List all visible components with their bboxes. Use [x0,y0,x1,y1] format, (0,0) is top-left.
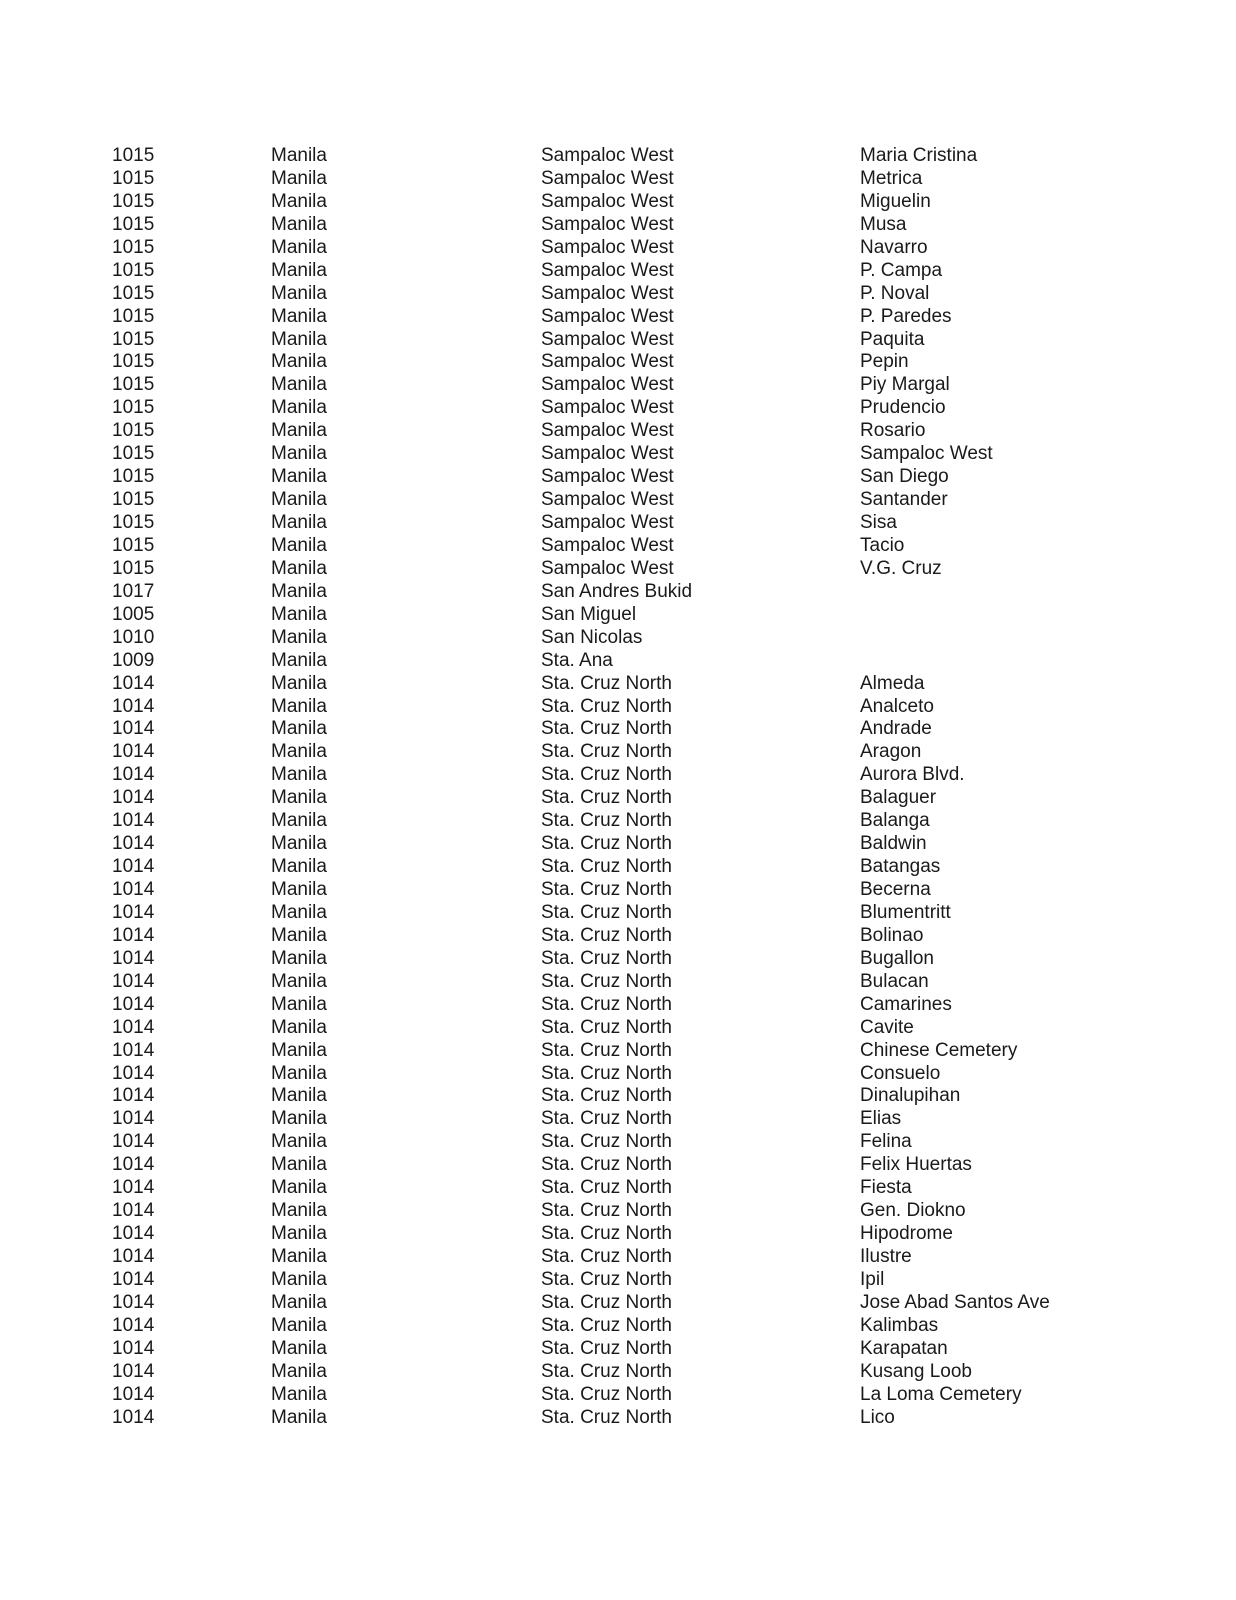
city-cell: Manila [271,695,327,717]
district-cell: Sampaloc West [541,443,674,465]
zip-code-cell: 1014 [112,1177,155,1199]
table-row [0,145,1236,168]
city-cell: Manila [271,420,327,442]
zip-code-cell: 1015 [112,305,155,327]
table-row [0,420,1236,443]
street-cell: Aragon [860,741,922,763]
district-cell: Sta. Cruz North [541,1085,672,1107]
table-row [0,810,1236,833]
table-row [0,902,1236,925]
city-cell: Manila [271,1131,327,1153]
city-cell: Manila [271,1246,327,1267]
zip-code-cell: 1014 [112,1062,155,1084]
district-cell: San Andres Bukid [541,580,693,602]
street-cell: Bulacan [860,970,929,992]
city-cell: Manila [271,1406,327,1428]
city-cell: Manila [271,374,327,396]
district-cell: Sampaloc West [541,145,674,166]
street-cell: Analceto [860,695,934,717]
zip-code-cell: 1014 [112,947,155,969]
zip-code-cell: 1014 [112,1337,155,1359]
zip-code-cell: 1014 [112,1246,155,1267]
district-cell: Sta. Cruz North [541,787,672,809]
street-cell: Musa [860,213,907,235]
zip-code-cell: 1014 [112,1131,155,1153]
district-cell: Sta. Cruz North [541,1108,672,1130]
street-cell: Cavite [860,1016,914,1038]
district-cell: Sta. Cruz North [541,1291,672,1313]
table-row [0,1177,1236,1200]
city-cell: Manila [271,1154,327,1176]
city-cell: Manila [271,1200,327,1222]
zip-code-cell: 1014 [112,833,155,855]
city-cell: Manila [271,1016,327,1038]
zip-code-table [0,145,1236,1430]
table-row [0,971,1236,994]
table-row [0,650,1236,673]
zip-code-cell: 1015 [112,259,155,281]
district-cell: Sta. Cruz North [541,1062,672,1084]
city-cell: Manila [271,1039,327,1061]
district-cell: Sta. Cruz North [541,810,672,832]
street-cell: Gen. Diokno [860,1200,966,1222]
city-cell: Manila [271,167,327,189]
district-cell: Sampaloc West [541,557,674,579]
zip-code-cell: 1015 [112,282,155,304]
district-cell: Sampaloc West [541,167,674,189]
city-cell: Manila [271,603,327,625]
street-cell: Bolinao [860,924,924,946]
zip-code-cell: 1015 [112,213,155,235]
table-row [0,1315,1236,1338]
zip-code-cell: 1015 [112,466,155,488]
city-cell: Manila [271,1291,327,1313]
zip-code-cell: 1014 [112,1039,155,1061]
city-cell: Manila [271,236,327,258]
zip-code-cell: 1014 [112,787,155,809]
zip-code-cell: 1014 [112,695,155,717]
district-cell: Sta. Cruz North [541,993,672,1015]
zip-code-cell: 1015 [112,328,155,350]
district-cell: Sta. Cruz North [541,764,672,786]
city-cell: Manila [271,718,327,740]
city-cell: Manila [271,787,327,809]
district-cell: Sta. Cruz North [541,741,672,763]
street-cell: Rosario [860,420,926,442]
street-cell: Sampaloc West [860,443,993,465]
city-cell: Manila [271,810,327,832]
city-cell: Manila [271,626,327,648]
zip-code-cell: 1014 [112,1108,155,1130]
street-cell: Kusang Loob [860,1360,972,1382]
city-cell: Manila [271,580,327,602]
zip-code-cell: 1014 [112,924,155,946]
district-cell: Sta. Cruz North [541,1406,672,1428]
street-cell: Fiesta [860,1177,912,1199]
table-row [0,1269,1236,1292]
zip-code-cell: 1014 [112,1154,155,1176]
zip-code-cell: 1014 [112,1200,155,1222]
city-cell: Manila [271,649,327,671]
zip-code-cell: 1014 [112,1291,155,1313]
city-cell: Manila [271,764,327,786]
district-cell: Sampaloc West [541,512,674,533]
district-cell: Sta. Cruz North [541,1131,672,1153]
city-cell: Manila [271,557,327,579]
street-cell: Sisa [860,512,897,533]
street-cell: San Diego [860,466,949,488]
table-row [0,535,1236,558]
zip-code-cell: 1017 [112,580,155,602]
street-cell: Consuelo [860,1062,941,1084]
table-row [0,168,1236,191]
table-row [0,856,1236,879]
table-row [0,879,1236,902]
district-cell: Sampaloc West [541,351,674,373]
table-row [0,191,1236,214]
table-row [0,1131,1236,1154]
table-row [0,306,1236,329]
zip-code-cell: 1015 [112,190,155,212]
district-cell: Sampaloc West [541,466,674,488]
zip-code-cell: 1015 [112,351,155,373]
table-row [0,260,1236,283]
zip-code-cell: 1014 [112,901,155,923]
table-row [0,741,1236,764]
table-row [0,489,1236,512]
city-cell: Manila [271,145,327,166]
zip-code-cell: 1010 [112,626,155,648]
zip-code-cell: 1015 [112,489,155,511]
street-cell: Baldwin [860,833,927,855]
city-cell: Manila [271,328,327,350]
city-cell: Manila [271,741,327,763]
district-cell: Sta. Cruz North [541,1360,672,1382]
zip-code-cell: 1014 [112,1406,155,1428]
city-cell: Manila [271,1223,327,1245]
district-cell: Sta. Cruz North [541,1177,672,1199]
street-cell: Kalimbas [860,1314,939,1336]
table-row [0,604,1236,627]
zip-code-cell: 1014 [112,1360,155,1382]
district-cell: Sta. Cruz North [541,672,672,694]
table-row [0,1200,1236,1223]
zip-code-cell: 1014 [112,993,155,1015]
table-row [0,1154,1236,1177]
table-row [0,1246,1236,1269]
table-row [0,718,1236,741]
city-cell: Manila [271,879,327,900]
table-row [0,329,1236,352]
zip-code-cell: 1015 [112,420,155,442]
street-cell: Prudencio [860,397,946,419]
district-cell: Sampaloc West [541,282,674,304]
table-row [0,948,1236,971]
zip-code-cell: 1015 [112,167,155,189]
table-row [0,466,1236,489]
city-cell: Manila [271,970,327,992]
city-cell: Manila [271,924,327,946]
city-cell: Manila [271,443,327,465]
city-cell: Manila [271,1062,327,1084]
street-cell: Blumentritt [860,901,951,923]
street-cell: Aurora Blvd. [860,764,965,786]
street-cell: Felina [860,1131,912,1153]
table-row [0,1085,1236,1108]
table-row [0,1361,1236,1384]
district-cell: Sta. Cruz North [541,1383,672,1405]
street-cell: Dinalupihan [860,1085,961,1107]
table-row [0,237,1236,260]
zip-code-cell: 1015 [112,443,155,465]
district-cell: Sta. Cruz North [541,1223,672,1245]
zip-code-cell: 1014 [112,764,155,786]
zip-code-cell: 1015 [112,145,155,166]
district-cell: Sampaloc West [541,305,674,327]
district-cell: Sta. Cruz North [541,1337,672,1359]
table-row [0,925,1236,948]
table-row [0,1040,1236,1063]
district-cell: Sta. Cruz North [541,833,672,855]
city-cell: Manila [271,512,327,533]
table-row [0,1384,1236,1407]
table-row [0,1338,1236,1361]
street-cell: Karapatan [860,1337,948,1359]
table-row [0,1223,1236,1246]
zip-code-cell: 1015 [112,397,155,419]
district-cell: Sampaloc West [541,397,674,419]
street-cell: Balanga [860,810,930,832]
street-cell: Camarines [860,993,952,1015]
city-cell: Manila [271,1383,327,1405]
street-cell: Batangas [860,856,941,878]
street-cell: Miguelin [860,190,931,212]
district-cell: Sta. Cruz North [541,1039,672,1061]
street-cell: Elias [860,1108,902,1130]
zip-code-cell: 1014 [112,1016,155,1038]
district-cell: Sampaloc West [541,190,674,212]
city-cell: Manila [271,1337,327,1359]
street-cell: Chinese Cemetery [860,1039,1018,1061]
street-cell: Metrica [860,167,923,189]
table-row [0,833,1236,856]
district-cell: Sampaloc West [541,328,674,350]
street-cell: P. Campa [860,259,943,281]
district-cell: Sta. Cruz North [541,856,672,878]
table-row [0,1108,1236,1131]
city-cell: Manila [271,672,327,694]
street-cell: Bugallon [860,947,934,969]
district-cell: Sta. Cruz North [541,1016,672,1038]
street-cell: V.G. Cruz [860,557,942,579]
zip-code-cell: 1015 [112,534,155,556]
district-cell: Sta. Cruz North [541,718,672,740]
street-cell: Santander [860,489,948,511]
city-cell: Manila [271,282,327,304]
zip-code-cell: 1014 [112,1223,155,1245]
table-row [0,351,1236,374]
district-cell: Sampaloc West [541,213,674,235]
table-row [0,1063,1236,1086]
zip-code-cell: 1014 [112,810,155,832]
table-row [0,1017,1236,1040]
district-cell: Sta. Cruz North [541,1154,672,1176]
table-row [0,214,1236,237]
district-cell: Sta. Cruz North [541,1200,672,1222]
zip-code-cell: 1014 [112,879,155,900]
city-cell: Manila [271,1314,327,1336]
city-cell: Manila [271,1360,327,1382]
district-cell: San Nicolas [541,626,643,648]
table-row [0,397,1236,420]
district-cell: Sta. Cruz North [541,947,672,969]
table-row [0,627,1236,650]
table-row [0,581,1236,604]
district-cell: Sta. Cruz North [541,1268,672,1290]
table-row [0,1292,1236,1315]
table-row [0,283,1236,306]
zip-code-cell: 1015 [112,374,155,396]
district-cell: Sampaloc West [541,259,674,281]
street-cell: Paquita [860,328,925,350]
zip-code-cell: 1014 [112,718,155,740]
district-cell: San Miguel [541,603,637,625]
city-cell: Manila [271,259,327,281]
district-cell: Sta. Cruz North [541,695,672,717]
city-cell: Manila [271,1177,327,1199]
district-cell: Sta. Cruz North [541,901,672,923]
city-cell: Manila [271,534,327,556]
table-row [0,443,1236,466]
city-cell: Manila [271,1108,327,1130]
city-cell: Manila [271,213,327,235]
city-cell: Manila [271,190,327,212]
district-cell: Sampaloc West [541,489,674,511]
district-cell: Sampaloc West [541,374,674,396]
city-cell: Manila [271,833,327,855]
table-row [0,787,1236,810]
street-cell: Pepin [860,351,909,373]
table-row [0,512,1236,535]
street-cell: Hipodrome [860,1223,953,1245]
street-cell: Tacio [860,534,905,556]
district-cell: Sta. Cruz North [541,1314,672,1336]
table-row [0,558,1236,581]
district-cell: Sta. Cruz North [541,924,672,946]
district-cell: Sampaloc West [541,534,674,556]
city-cell: Manila [271,305,327,327]
city-cell: Manila [271,901,327,923]
street-cell: Felix Huertas [860,1154,972,1176]
zip-code-cell: 1014 [112,1268,155,1290]
zip-code-cell: 1005 [112,603,155,625]
zip-code-cell: 1014 [112,970,155,992]
zip-code-cell: 1015 [112,557,155,579]
table-row [0,374,1236,397]
city-cell: Manila [271,1268,327,1290]
street-cell: P. Noval [860,282,930,304]
street-cell: Ipil [860,1268,885,1290]
city-cell: Manila [271,1085,327,1107]
city-cell: Manila [271,466,327,488]
zip-code-cell: 1015 [112,236,155,258]
city-cell: Manila [271,351,327,373]
table-row [0,673,1236,696]
zip-code-cell: 1014 [112,1314,155,1336]
street-cell: P. Paredes [860,305,952,327]
street-cell: Becerna [860,879,931,900]
city-cell: Manila [271,397,327,419]
zip-code-cell: 1009 [112,649,155,671]
street-cell: Lico [860,1406,895,1428]
street-cell: La Loma Cemetery [860,1383,1022,1405]
zip-code-cell: 1014 [112,741,155,763]
zip-code-cell: 1015 [112,512,155,533]
zip-code-cell: 1014 [112,1383,155,1405]
street-cell: Ilustre [860,1246,912,1267]
zip-code-cell: 1014 [112,1085,155,1107]
table-row [0,764,1236,787]
table-row [0,696,1236,719]
street-cell: Balaguer [860,787,937,809]
district-cell: Sta. Cruz North [541,1246,672,1267]
district-cell: Sta. Ana [541,649,613,671]
city-cell: Manila [271,489,327,511]
district-cell: Sampaloc West [541,236,674,258]
district-cell: Sta. Cruz North [541,879,672,900]
zip-code-cell: 1014 [112,856,155,878]
street-cell: Maria Cristina [860,145,978,166]
street-cell: Navarro [860,236,928,258]
table-row [0,1407,1236,1430]
city-cell: Manila [271,993,327,1015]
street-cell: Almeda [860,672,925,694]
city-cell: Manila [271,856,327,878]
street-cell: Andrade [860,718,932,740]
street-cell: Piy Margal [860,374,950,396]
table-row [0,994,1236,1017]
district-cell: Sampaloc West [541,420,674,442]
street-cell: Jose Abad Santos Ave [860,1291,1050,1313]
city-cell: Manila [271,947,327,969]
district-cell: Sta. Cruz North [541,970,672,992]
zip-code-cell: 1014 [112,672,155,694]
